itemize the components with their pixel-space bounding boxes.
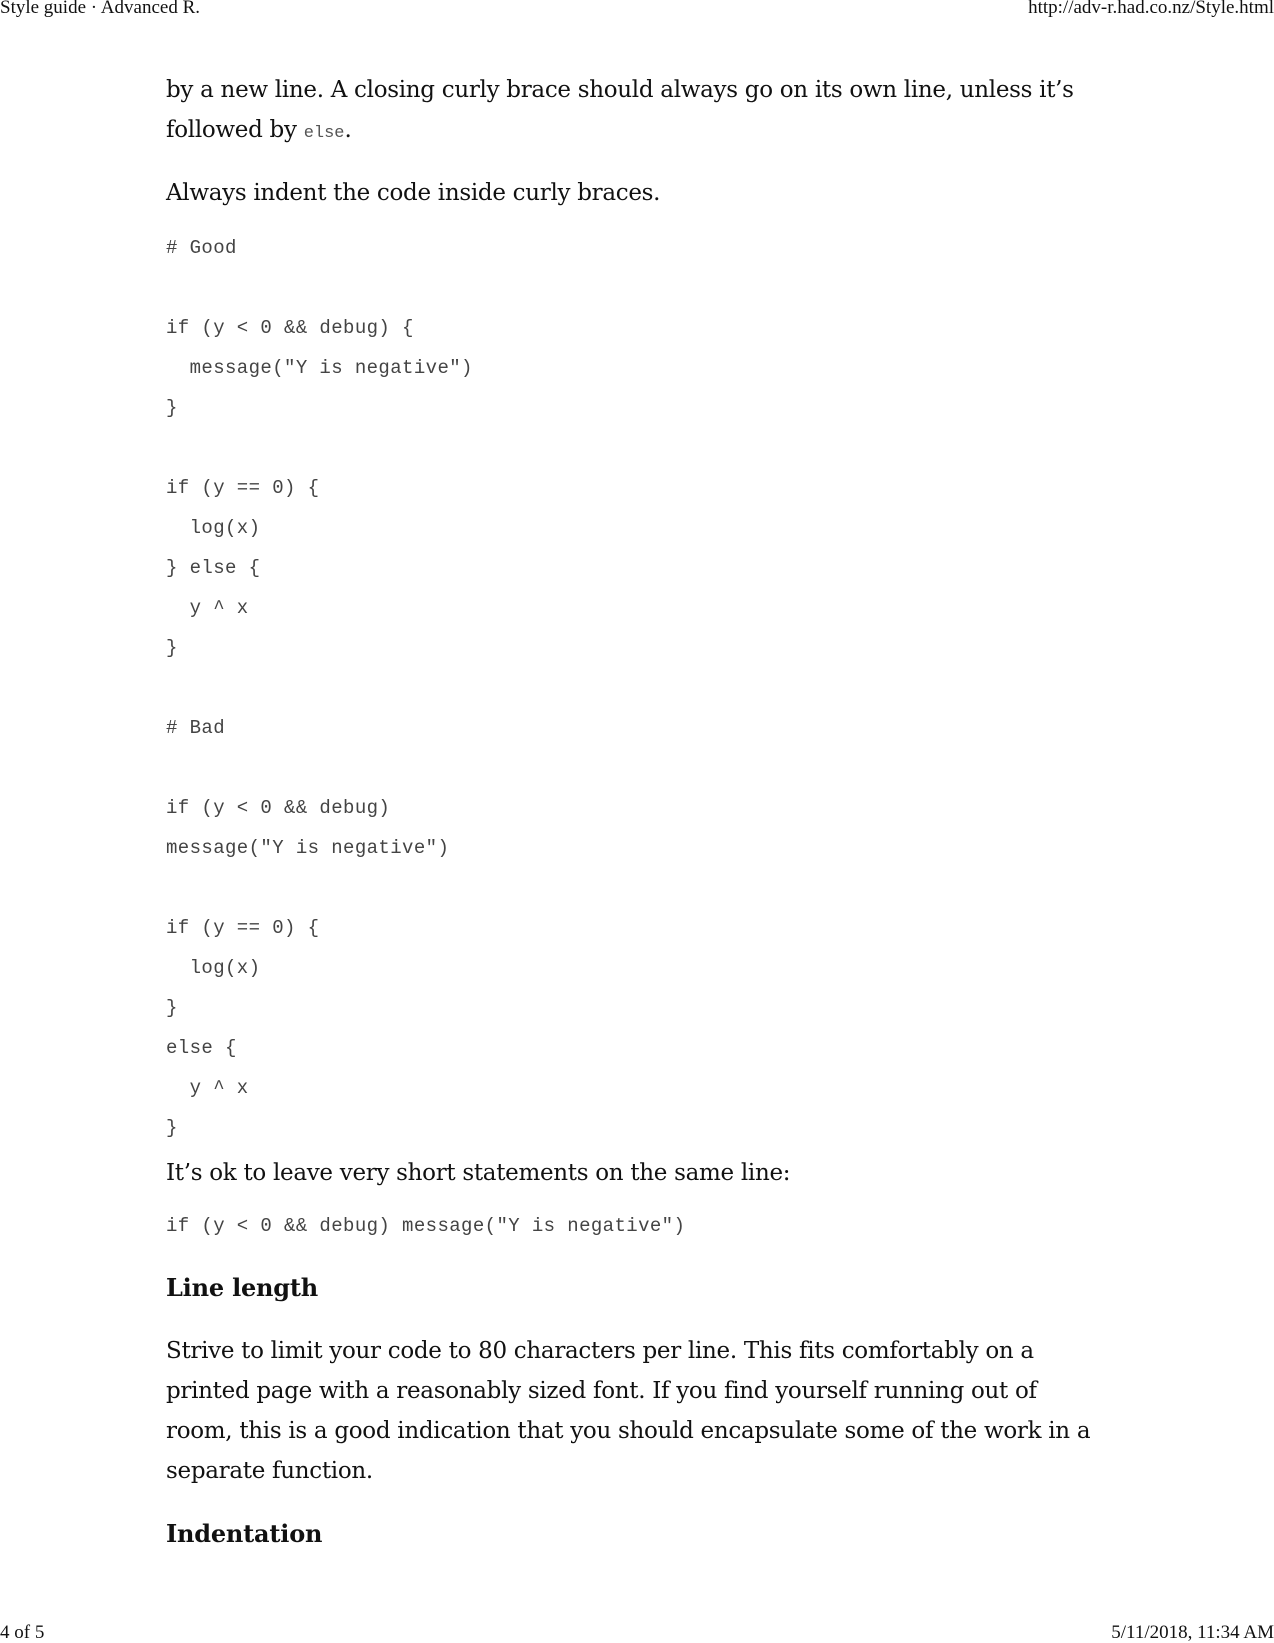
code-line: log(x) (166, 517, 261, 539)
code-line (166, 268, 1106, 308)
code-block-one-liner (166, 1206, 1106, 1246)
code-line: if (y < 0 && debug) (166, 797, 391, 819)
paragraph-end: . (344, 117, 352, 143)
document-content (166, 70, 1106, 1554)
code-line: if (y == 0) { (166, 477, 320, 499)
inline-code-else: else (303, 124, 345, 143)
code-line: y ^ x (166, 1077, 249, 1099)
code-line: y ^ x (166, 597, 249, 619)
code-line: if (y < 0 && debug) message("Y is negative") (166, 1215, 686, 1237)
print-datetime: 5/11/2018, 11:34 AM (1111, 1622, 1274, 1643)
code-line: message("Y is negative") (166, 837, 450, 859)
code-line: } else { (166, 557, 261, 579)
code-block-good-bad (166, 228, 1106, 1148)
paragraph-indent-braces: Always indent the code inside curly braces. (166, 180, 661, 206)
code-line: message("Y is negative") (166, 357, 473, 379)
heading-line-length: Line length (166, 1273, 319, 1302)
code-line: } (166, 1117, 178, 1139)
code-line: log(x) (166, 957, 261, 979)
heading-indentation: Indentation (166, 1519, 323, 1548)
page-number: 4 of 5 (0, 1622, 45, 1643)
print-header (0, 0, 1274, 18)
code-line: } (166, 397, 178, 419)
print-footer (0, 1623, 1274, 1643)
paragraph-line-length: Strive to limit your code to 80 characters per line. This fits comfortably on a printed page with a reasonably sized font. If you find yourself running out of room, this is a good indication that you should encapsulate some of the work in a separate function. (166, 1338, 1091, 1484)
paragraph-short-statements: It’s ok to leave very short statements on the same line: (166, 1160, 791, 1186)
code-line: } (166, 997, 178, 1019)
paragraph-closing-brace (166, 70, 1106, 154)
page-title: Style guide · Advanced R. (0, 0, 200, 18)
code-line: else { (166, 1037, 237, 1059)
code-line: # Good (166, 237, 237, 259)
code-line: if (y < 0 && debug) { (166, 317, 414, 339)
code-line: if (y == 0) { (166, 917, 320, 939)
code-line (166, 668, 1106, 708)
page-url: http://adv-r.had.co.nz/Style.html (1028, 0, 1274, 18)
code-line (166, 868, 1106, 908)
code-line: } (166, 637, 178, 659)
code-line (166, 428, 1106, 468)
code-line (166, 748, 1106, 788)
code-line: # Bad (166, 717, 226, 739)
paragraph-text: by a new line. A closing curly brace should always go on its own line, unless it’s followed by (166, 77, 1074, 143)
